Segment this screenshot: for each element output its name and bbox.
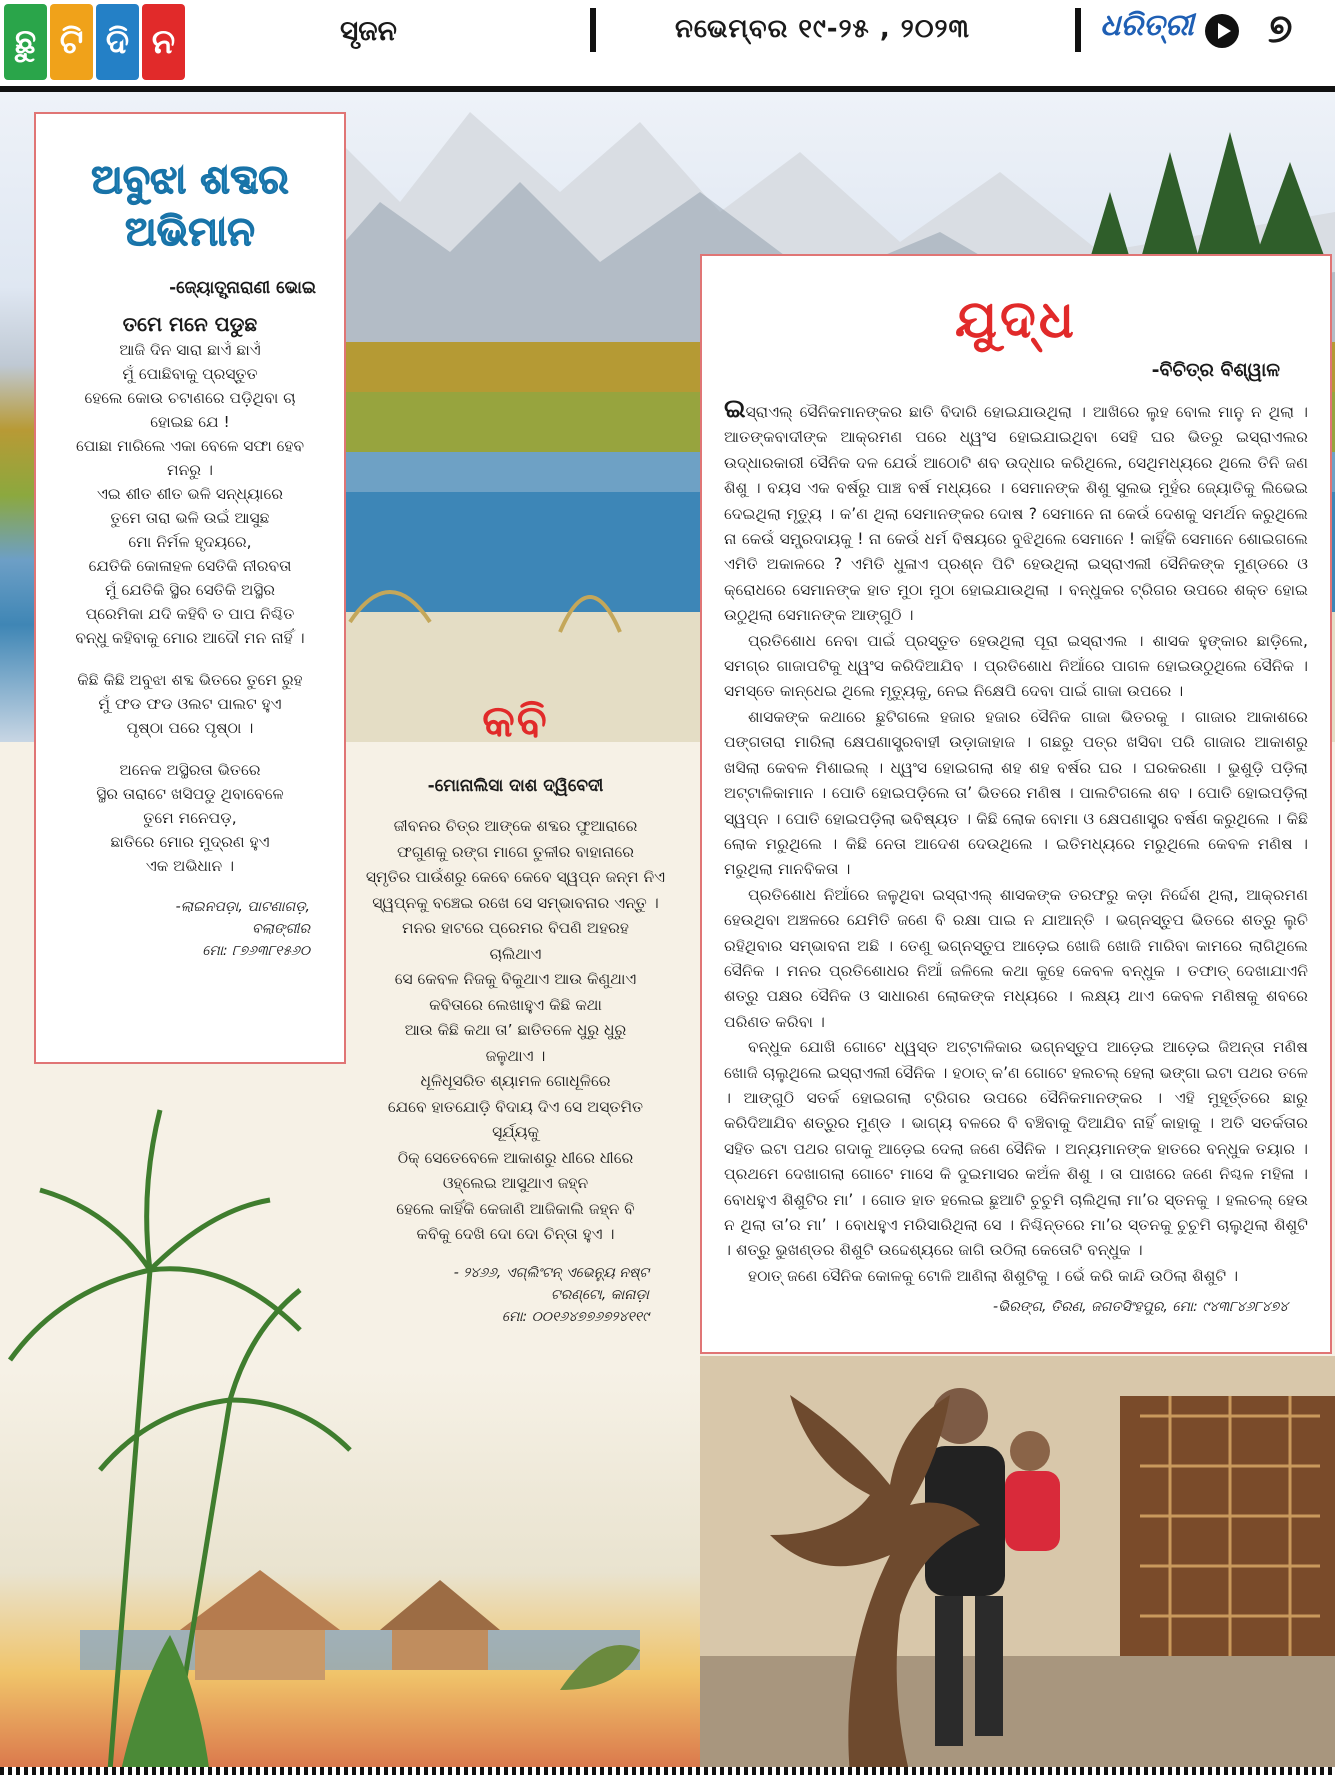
verse-line: ସ୍ମୃତିର ପାଉଁଶରୁ କେବେ କେବେ ସ୍ୱପ୍ନ ଜନ୍ମ ନିଏ [365, 868, 666, 886]
verse-line: ପୃଷ୍ଠା ପରେ ପୃଷ୍ଠା । [126, 719, 254, 737]
poem-title: କବି [482, 696, 549, 747]
drop-cap: ଇ [724, 394, 746, 424]
verse-line: ଛାତିରେ ମୋର ମୁଦ୍ରଣ ହୁଏ [110, 833, 270, 851]
address-line: ମୋ: ୮୭୬୩୮୧୫୬୦ [202, 943, 310, 959]
story-box-yuddha [700, 254, 1332, 1354]
paragraph-text: ସ୍ରାଏଲ୍ ସୈନିକମାନଙ୍କର ଛାତି ବିଦାରି ହୋଇଯାଉଥିଲା । ଆଖିରେ ଲୁହ ବୋଲ ମାନୁ ନ ଥିଲା । ଆତଙ୍କବାଦୀଙ୍କ ଆକ୍ରମଣ ପରେ ଧ୍ୱଂସ ହୋଇଯାଇଥିବା ସେହି ଘର ଭିତରୁ ଇସ୍ରାଏଲର ଉଦ୍ଧାରକାରୀ ସୈନିକ ଦଳ ଯେଉଁ ଆଠୋଟି ଶବ ଉଦ୍ଧାର କରିଥିଲେ, ସେଥିମଧ୍ୟରେ ଥିଲେ ତିନି ଜଣ ଶିଶୁ । ବୟସ ଏକ ବର୍ଷରୁ ପାଞ୍ଚ ବର୍ଷ ମଧ୍ୟରେ । ସେମାନଙ୍କ ଶିଶୁ ସୁଲଭ ମୁହଁର ଜ୍ୟୋତିକୁ ଲିଭେଇ ଦେଇଥିଲା ମୃତ୍ୟୁ । କ’ଣ ଥିଲା ସେମାନଙ୍କର ଦୋଷ ? ସେମାନେ ନା କେଉଁ ଦେଶକୁ ସମର୍ଥନ କରୁଥିଲେ ନା କେଉଁ ସମ୍ପ୍ରଦାୟକୁ ! ନା କେଉଁ ଧର୍ମ ବିଷୟରେ ବୁଝିଥିଲେ ସେମାନେ ! କାହିଁକି ସେମାନେ ଶୋଇଗଲେ ଏମିତି ଅକାଳରେ ? ଏମିତି ଧୁଳାଏ ପ୍ରଶ୍ନ ପିଟି ହେଉଥିଲା ଇସ୍ରାଏଲୀ ସୈନିକଙ୍କ ମୁଣ୍ଡରେ ଓ କ୍ରୋଧରେ ସେମାନଙ୍କ ହାତ ମୁଠା ମୁଠା ହୋଇଯାଉଥିଲା । ବନ୍ଧୁକର ଟ୍ରିଗର ଉପରେ ଶକ୍ତ ହୋଇ ଉଠୁଥିଲା ସେମାନଙ୍କ ଆଙ୍ଗୁଠି । [724, 403, 1308, 625]
verse-line: ଜୀବନର ଚିତ୍ର ଆଙ୍କେ ଶବ୍ଦର ଫୁଆରାରେ [393, 817, 638, 835]
poem-verse [50, 312, 330, 878]
address-line: - ୨୪୬୬, ଏଗ୍ଲିଂଟନ୍ ଏଭେନ୍ୟୁ ନଷ୍ଟ [453, 1264, 649, 1281]
verse-line: ଠିକ୍ ସେତେବେଳେ ଆକାଶରୁ ଧୀରେ ଧୀରେ [397, 1148, 634, 1167]
verse-line: ମୋ ନିର୍ମଳ ହୃଦୟରେ, [128, 533, 252, 551]
verse-line: ଏଇ ଶୀତ ଶୀତ ଭଳି ସନ୍ଧ୍ୟାରେ [97, 485, 283, 503]
story-paragraph: ଶାସକଙ୍କ କଥାରେ ଛୁଟିଗଲେ ହଜାର ହଜାର ସୈନିକ ଗାଜା ଭିତରକୁ । ଗାଜାର ଆକାଶରେ ପଙ୍ଗତାରା ମାରିଲା କ୍ଷେପଣାସ୍ତ୍ରବାହୀ ଉଡ଼ାଜାହାଜ । ଗଛରୁ ପତ୍ର ଖସିବା ପରି ଗାଜାର ଆକାଶରୁ ଖସିଲା କେବଳ ମିଶାଇଲ୍ । ଧ୍ୱଂସ ହୋଇଗଲା ଶହ ଶହ ବର୍ଷର ଘର । ଘରକରଣା । ଭୁଶୁଡ଼ି ପଡ଼ିଲା ଅଟ୍ଟାଳିକାମାନ । ପୋତି ହୋଇପଡ଼ିଲେ ତା’ ଭିତରେ ମଣିଷ । ପାଲଟିଗଲେ ଶବ । ପୋତି ହୋଇପଡ଼ିଲା ସ୍ୱପ୍ନ । ପୋତି ହୋଇପଡ଼ିଲା ଭବିଷ୍ୟତ । କିଛି ଲୋକ ବୋମା ଓ କ୍ଷେପଣାସ୍ତ୍ର ବର୍ଷଣ କରୁଥିଲେ । କିଛି ଲୋକ ମରୁଥିଲେ । କିଛି ନେତା ଆଦେଶ ଦେଉଥିଲେ । ଇତିମଧ୍ୟରେ ମରୁଥିଲେ କେବଳ ମଣିଷ । ମରୁଥିଲା ମାନବିକତା । [724, 707, 1308, 879]
story-paragraph: ହଠାତ୍ ଜଣେ ସୈନିକ କୋଳକୁ ଟୋଳି ଆଣିଲା ଶିଶୁଟିକୁ । ଭେଁ କରି କାନ୍ଦି ଉଠିଲା ଶିଶୁଟି । [748, 1266, 1239, 1285]
poem-byline: -ଜ୍ୟୋତ୍ସ୍ନାରାଣୀ ଭୋଇ [169, 278, 316, 298]
story-paragraph: ପ୍ରତିଶୋଧ ନିଆଁରେ ଜଳୁଥିବା ଇସ୍ରାଏଲ୍ ଶାସକଙ୍କ ତରଫରୁ କଡ଼ା ନିର୍ଦ୍ଦେଶ ଥିଲା, ଆକ୍ରମଣ ହେଉଥିବା ଅଞ୍ଚଳରେ ଯେମିତି ଜଣେ ବି ରକ୍ଷା ପାଇ ନ ଯାଆନ୍ତି । ଭଗ୍ନସ୍ତୁପ ଭିତରେ ଶତ୍ରୁ ଲୁଚି ରହିଥିବାର ସମ୍ଭାବନା ଅଛି । ତେଣୁ ଭଗ୍ନସ୍ତୁପ ଆଡ଼େଇ ଖୋଜି ଖୋଜି ମାରିବା କାମରେ ଲାଗିଥିଲେ ସୈନିକ । ମନର ପ୍ରତିଶୋଧର ନିଆଁ ଜଳିଲେ କଥା କୁହେ କେବଳ ବନ୍ଧୁକ । ତଫାତ୍ ଦେଖାଯାଏନି ଶତ୍ରୁ ପକ୍ଷର ସୈନିକ ଓ ସାଧାରଣ ଲୋକଙ୍କ ମଧ୍ୟରେ । ଲକ୍ଷ୍ୟ ଥାଏ କେବଳ ମଣିଷକୁ ଶବରେ ପରିଣତ କରିବା । [724, 885, 1308, 1031]
verse-line: ମୁଁ ଫଡ ଫଡ ଓଲଟ ପାଲଟ ହୁଏ [98, 695, 282, 713]
issue-date: ନଭେମ୍ବର ୧୯-୨୫ , ୨୦୨୩ [675, 14, 970, 44]
brand-tile: ଟି [50, 4, 93, 80]
story-paragraph: ପ୍ରତିଶୋଧ ନେବା ପାଇଁ ପ୍ରସ୍ତୁତ ହେଉଥିଲା ପୂରା ଇସ୍ରାଏଲ । ଶାସକ ହୁଙ୍କାର ଛାଡ଼ିଲେ, ସମଗ୍ର ଗାଜାପଟିକୁ ଧ୍ୱଂସ କରିଦିଆଯିବ । ପ୍ରତିଶୋଧ ନିଆଁରେ ପାଗଳ ହୋଇଉଠୁଥିଲେ ସୈନିକ । ସମସ୍ତେ କାନ୍ଧେଇ ଥିଲେ ମୃତ୍ୟୁକୁ, ନେଇ ନିକ୍ଷେପି ଦେବା ପାଇଁ ଗାଜା ଉପରେ । [724, 631, 1308, 701]
story-paragraph: ବନ୍ଧୁକ ଯୋଖି ଗୋଟେ ଧ୍ୱସ୍ତ ଅଟ୍ଟାଳିକାର ଭଗ୍ନସ୍ତୁପ ଆଡ଼େଇ ଆଡ଼େଇ ଜିଅନ୍ତା ମଣିଷ ଖୋଜି ଚାଲୁଥିଲେ ଇସ୍ରାଏଲୀ ସୈନିକ । ହଠାତ୍ କ’ଣ ଗୋଟେ ହଲଚଲ୍ ହେଲା ଭଙ୍ଗା ଇଟା ପଥର ତଳେ । ଆଙ୍ଗୁଠି ସତର୍କ ହୋଇଗଲା ଟ୍ରିଗର ଉପରେ ସୈନିକମାନଙ୍କର । ଏହି ମୁହୂର୍ତ୍ତରେ ଛାରୁ କରିଦିଆଯିବ ଶତ୍ରୁର ମୁଣ୍ଡ । ଭାଗ୍ୟ ବଳରେ ବି ବଞ୍ଚିବାକୁ ଦିଆଯିବ ନାହିଁ କାହାକୁ । ଅତି ସତର୍କତାର ସହିତ ଇଟା ପଥର ଗଦାକୁ ଆଡ଼େଇ ଦେଲା ଜଣେ ସୈନିକ । ଅନ୍ୟମାନଙ୍କ ହାତରେ ବନ୍ଧୁକ ତୟାର । ପ୍ରଥମେ ଦେଖାଗଲା ଗୋଟେ ମାସେ କି ଦୁଇମାସର କଅଁଳ ଶିଶୁ । ତା ପାଖରେ ଜଣେ ନିଶ୍ଚଳ ମହିଳା । ବୋଧହୁଏ ଶିଶୁଟିର ମା’ । ଗୋଡ ହାତ ହଲେଇ ଛୁଆଟି ଚୁଚୁମି ଚାଲିଥିଲା ମା’ର ସ୍ତନକୁ । ହଲଚଲ୍ ହେଉ ନ ଥିଲା ତା’ର ମା’ । ବୋଧହୁଏ ମରିସାରିଥିଲା ସେ । ନିଶ୍ଚିନ୍ତରେ ମା’ର ସ୍ତନକୁ ଚୁଚୁମି ଚାଲୁଥିଲା ଶିଶୁଟି । ଶତ୍ରୁ ଭୁଖଣ୍ଡର ଶିଶୁଟି ଉଦ୍ଦେଶ୍ୟରେ ଜାଗି ଉଠିଲା କେତୋଟି ବନ୍ଧୁକ । [724, 1038, 1308, 1260]
verse-line: ସ୍ୱପ୍ନକୁ ବଞ୍ଚେଇ ରଖେ ସେ ସମ୍ଭାବନାର ଏନ୍ତୁ । [372, 893, 659, 912]
brand-logo [4, 4, 185, 80]
verse-line: ଓହ୍ଲେଇ ଆସୁଥାଏ ଜହ୍ନ [442, 1174, 589, 1192]
story-title: ଯୁଦ୍ଧ [955, 290, 1077, 350]
verse-line: ସେ କେବଳ ନିଜକୁ ବିକୁଥାଏ ଆଉ କିଣୁଥାଏ [394, 970, 637, 988]
author-address: -ଭିରଙ୍ଗ, ତିରଣ, ଜଗତସିଂହପୁର, ମୋ: ୯୪୩୮୪୬୮୪୭୪ [993, 1299, 1288, 1316]
brand-tile: ଦି [96, 4, 139, 80]
poem-title: ଅବୁଝା ଶବ୍ଦର [91, 157, 289, 203]
story-body [724, 394, 1308, 1289]
war-photo-image [700, 1356, 1335, 1775]
poet-address [50, 896, 330, 962]
verse-line: ପ୍ରେମିକା ଯଦି କହିବି ତ ପାପ ନିଶ୍ଚିତ [85, 605, 295, 623]
verse-line: ସ୍ଥିର ତାରାଟେ ଖସିପଡୁ ଥିବାବେଳେ [96, 785, 284, 803]
verse-line: ଧୂଳିଧୂସରିତ ଶ୍ୟାମଳ ଗୋଧୂଳିରେ [420, 1072, 611, 1090]
brand-tile: ନ [142, 4, 185, 80]
story-paragraph [724, 394, 1308, 629]
masthead [0, 0, 1335, 92]
verse-line: ତୁମେ ତାରା ଭଳି ଉଇଁ ଆସୁଛ [110, 509, 270, 527]
divider [590, 8, 596, 52]
poem-byline: -ମୋନାଲିସା ଦାଶ ଦ୍ୱିବେଦୀ [427, 776, 604, 796]
verse-line: ହେଲେ କୋଉ ଚଟାଣରେ ପଡ଼ିଥିବା ଚା [84, 389, 296, 407]
stanza [50, 758, 330, 878]
poem-title: ଅଭିମାନ [125, 209, 255, 255]
village-painting-image [0, 1070, 700, 1775]
divider [1075, 8, 1081, 52]
verse-line: ମୁଁ ପୋଛିବାକୁ ପ୍ରସ୍ତୁତ [122, 365, 258, 383]
verse-line: ଅନେକ ଅସ୍ଥିରତା ଭିତରେ [119, 761, 261, 779]
verse-line: ମନରୁ । [167, 461, 213, 479]
play-icon [1205, 14, 1239, 48]
address-line: ଟରଣ୍ଟୋ, କାନାଡ଼ା [550, 1286, 649, 1303]
verse-line: ସୂର୍ଯ୍ୟକୁ [492, 1123, 539, 1141]
verse-line: ହେଲେ କାହିଁକି କେଜାଣି ଆଜିକାଲି ଜହ୍ନ ବି [396, 1199, 635, 1218]
man-carrying-child-photo [700, 1356, 1335, 1775]
palm-village-illustration [0, 1070, 700, 1775]
verse-line: ଜଳୁଥାଏ । [485, 1046, 546, 1065]
section-title: ସୃଜନ [340, 14, 397, 47]
verse-line: ମନର ହାଟରେ ପ୍ରେମର ବିପଣି ଅହରହ [402, 919, 629, 937]
page-number: ୭ [1268, 6, 1293, 52]
verse-line: ଫଗୁଣକୁ ରଙ୍ଗ ମାଗେ ତୁଳୀର ବାହାନାରେ [397, 842, 634, 861]
verse-line: ଏକ ଅଭିଧାନ । [145, 857, 235, 875]
verse-line: ତମେ ମନେ ପଡୁଛ [122, 312, 258, 336]
verse-line: ଯେତିକି କୋଳାହଳ ସେତିକି ନୀରବତା [88, 557, 292, 575]
page-bottom-rule [0, 1767, 1335, 1775]
poem-box-abujha-shabdara-abhimana [34, 112, 346, 1064]
brand-tile: ଛୁ [4, 4, 47, 80]
verse-line: କବିକୁ ଦେଖି ଦୋ ଦୋ ଚିନ୍ତା ହୁଏ । [416, 1225, 615, 1243]
verse-line: ବନ୍ଧୁ କହିବାକୁ ମୋର ଆଦୌ ମନ ନାହିଁ । [75, 629, 305, 647]
stanza [50, 668, 330, 740]
verse-line: କିଛି କିଛି ଅବୁଝା ଶବ୍ଦ ଭିତରେ ତୁମେ ରୁହ [77, 671, 303, 689]
stanza [50, 312, 330, 650]
verse-line: ଆଜି ଦିନ ସାରା ଛାଏଁ ଛାଏଁ [119, 341, 261, 359]
story-byline: -ବିଚିତ୍ର ବିଶ୍ୱାଳ [1151, 359, 1280, 381]
verse-line: ଆଉ କିଛି କଥା ତା’ ଛାତିତଳେ ଧୁରୁ ଧୁରୁ [404, 1021, 627, 1039]
verse-line: ହୋଇଛ ଯେ ! [150, 413, 230, 431]
verse-line: କବିତାରେ ଲେଖାହୁଏ କିଛି କଥା [429, 995, 602, 1014]
verse-line: ଚାଲିଥାଏ [489, 944, 542, 963]
verse-line: ପୋଛା ମାରିଲେ ଏକା ବେଳେ ସଫା ହେବ [75, 437, 305, 455]
paper-logo: ଧରିତ୍ରୀ [1100, 8, 1194, 43]
verse-line: ମୁଁ ଯେତିକି ସ୍ଥିର ସେତିକି ଅସ୍ଥିର [105, 581, 275, 599]
address-line: ବଲାଙ୍ଗୀର [252, 921, 310, 937]
address-line: ମୋ: ୦୦୧୬୪୭୭୬୭୨୪୧୧୯ [501, 1308, 649, 1325]
verse-line: ତୁମେ ମନେପଡ଼, [143, 809, 237, 827]
address-line: -ଲାଇନପଡ଼ା, ପାଟଣାଗଡ଼, [175, 899, 310, 915]
verse-line: ଯେବେ ହାତଯୋଡ଼ି ବିଦାୟ ଦିଏ ସେ ଅସ୍ତମିତ [387, 1097, 644, 1116]
